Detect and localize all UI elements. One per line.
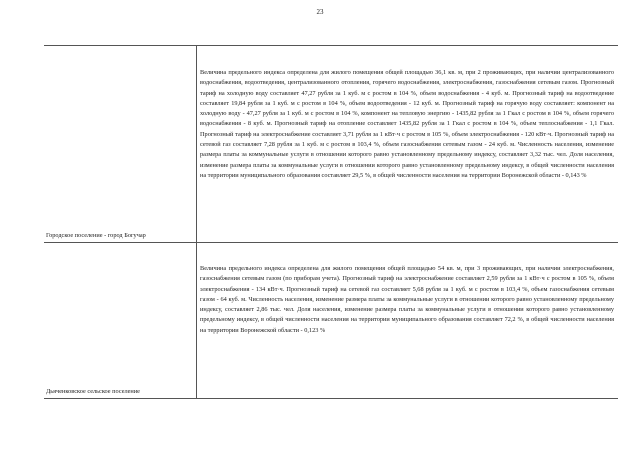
settlement-name-boguchar: Городское поселение - город Богучар <box>46 232 146 239</box>
column-divider <box>196 46 197 398</box>
settlement-name-dyachenkovskoe: Дьяченковское сельское поселение <box>46 388 140 395</box>
document-table <box>44 45 618 399</box>
page-number: 23 <box>316 8 324 16</box>
row-divider <box>44 242 618 243</box>
index-description-boguchar: Величина предельного индекса определена для жилого помещения общей площадью 36,1 кв. м, при 2 проживающих, при наличии централизованного водоснабжения, водоотведения, централизованного отопления, горячего водоснабжения, электроснабжения, газоснабжения сетевым газом. Прогнозный тариф на холодную воду составляет 47,27 рубля за 1 куб. м с ростом в 104 %, объем водоснабжения - 4 куб. м. Прогнозный тариф на водоотведение составляет 19,84 рубля за 1 куб. м с ростом в 104 %, объем водоотведения - 12 куб. м. Прогнозный тариф на горячую воду составляет: компонент на холодную воду - 47,27 рубля за 1 куб. м с ростом в 104 %, компонент на тепловую энергию - 1435,82 рубля за 1 Гкал с ростом в 104 %, объем горячего водоснабжения - 8 куб. м. Прогнозный тариф на отопление составляет 1435,82 рубля за 1 Гкал с ростом в 104 %, объем теплоснабжения - 1,1 Гкал. Прогнозный тариф на электроснабжение составляет 3,71 рубля за 1 кВт·ч с ростом в 105 %, объем электроснабжения - 120 кВт·ч. Прогнозный тариф на сетевой газ составляет 7,28 рубля за 1 куб. м с ростом в 103,4 %, объем газоснабжения сетевым газом - 24 куб. м. Численность населения, изменение размера платы за коммунальные услуги в отношении которого равно установленному предельному индексу, составляет 3,32 тыс. чел. Доля населения, изменение размера платы за коммунальные услуги в отношении которого равно установленному предельному индексу, в общей численности населения на территории муниципального образования составляет 29,5 %, в общей численности населения на территории Воронежской области - 0,143 % <box>200 69 614 179</box>
index-description-dyachenkovskoe: Величина предельного индекса определена для жилого помещения общей площадью 54 кв. м, при 3 проживающих, при наличии электроснабжения, газоснабжения сетевым газом (по приборам учета). Прогнозный тариф на электроснабжение составляет 2,59 рубля за 1 кВт·ч с ростом в 105 %, объем электроснабжения - 134 кВт·ч. Прогнозный тариф на сетевой газ составляет 5,68 рубля за 1 куб. м с ростом в 103,4 %, объем газоснабжения сетевым газом - 64 куб. м. Численность населения, изменение размера платы за коммунальные услуги в отношении которого равно установленному предельному индексу, составляет 2,86 тыс. чел. Доля населения, изменение размера платы за коммунальные услуги в отношении которого равно установленному предельному индексу, в общей численности населения на территории муниципального образования составляет 72,2 %, в общей численности населения на территории Воронежской области - 0,123 % <box>200 265 614 334</box>
